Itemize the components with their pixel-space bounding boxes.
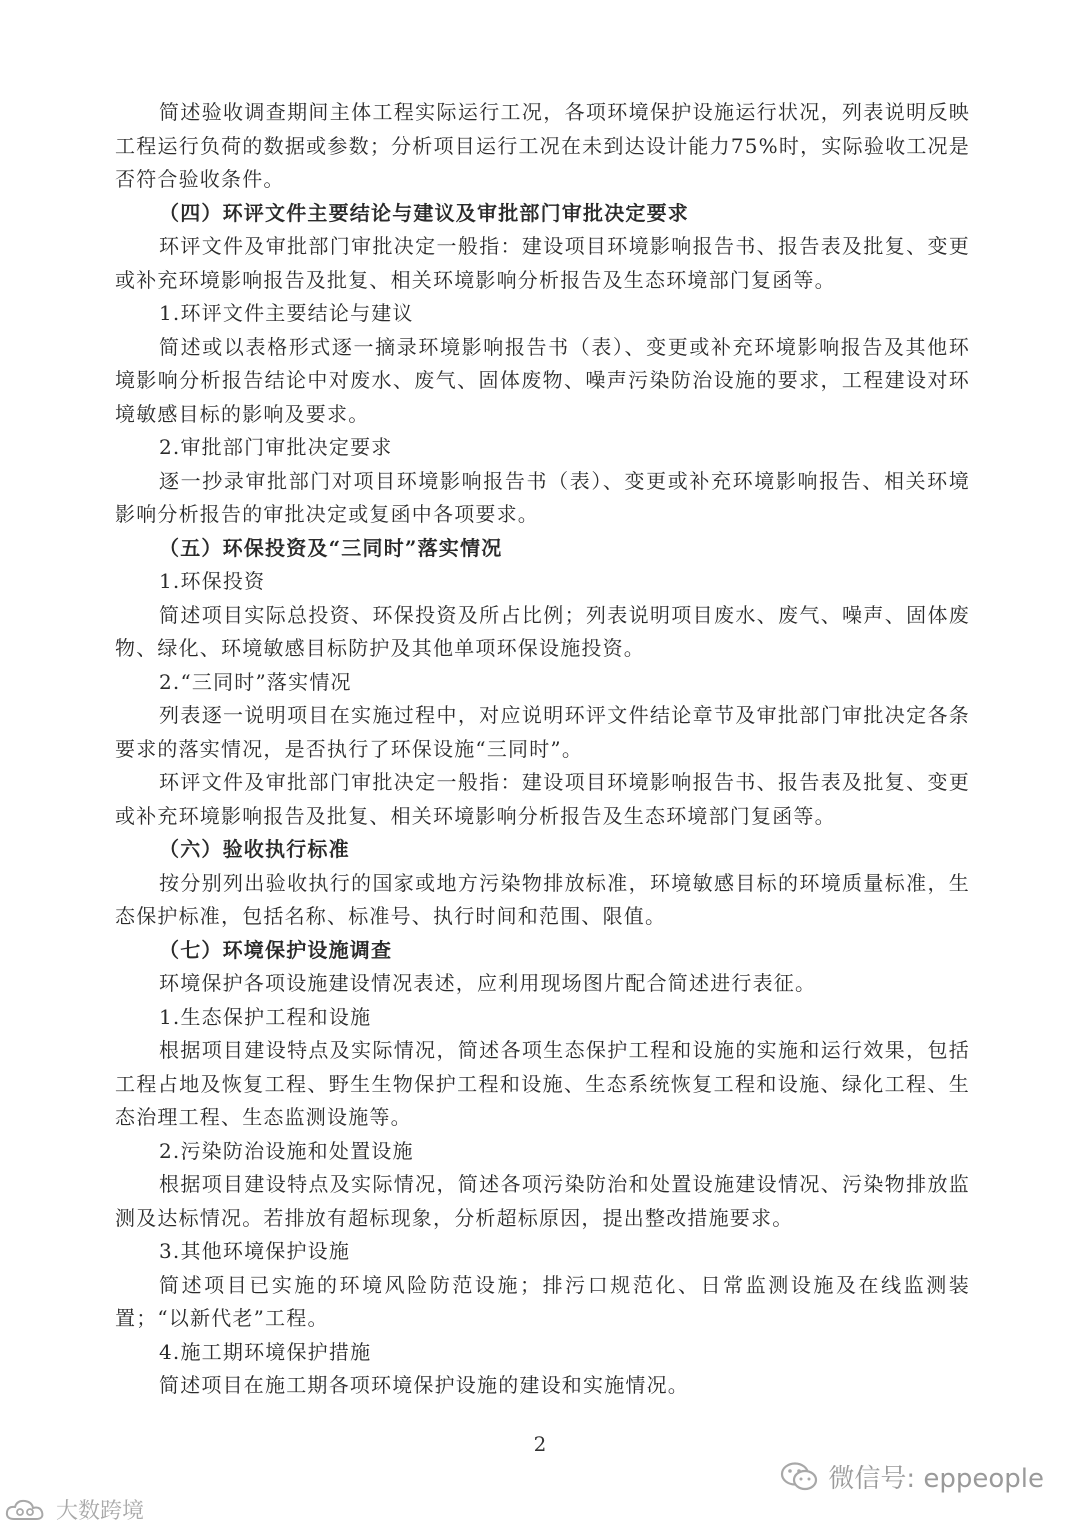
brand-watermark: [4, 1494, 144, 1525]
subsection-heading: 2.污染防治设施和处置设施: [159, 1138, 414, 1163]
section-heading: （四）环评文件主要结论与建议及审批部门审批决定要求: [159, 200, 689, 225]
body-paragraph: 按分别列出验收执行的国家或地方污染物排放标准，环境敏感目标的环境质量标准，生态保护标准，包括名称、标准号、执行时间和范围、限值。: [115, 870, 970, 928]
wechat-icon: [780, 1461, 818, 1493]
subsection-heading: 1.环保投资: [159, 569, 266, 593]
section-heading: （六）验收执行标准: [159, 837, 350, 861]
wechat-watermark-text: 微信号: eppeople: [828, 1464, 1044, 1494]
body-paragraph: 简述项目实际总投资、环保投资及所占比例；列表说明项目废水、废气、噪声、固体废物、绿化、环境敏感目标防护及其他单项环保设施投资。: [115, 602, 970, 660]
body-paragraph: 简述项目在施工期各项环境保护设施的建设和实施情况。: [159, 1373, 689, 1397]
document-body: [115, 96, 970, 1403]
body-paragraph: 简述验收调查期间主体工程实际运行工况，各项环境保护设施运行状况，列表说明反映工程运行负荷的数据或参数；分析项目运行工况在未到达设计能力75%时，实际验收工况是否符合验收条件。: [115, 100, 970, 191]
body-paragraph: 列表逐一说明项目在实施过程中，对应说明环评文件结论章节及审批部门审批决定各条要求的落实情况，是否执行了环保设施“三同时”。: [115, 703, 970, 761]
body-paragraph: 环境保护各项设施建设情况表述，应利用现场图片配合简述进行表征。: [159, 971, 817, 995]
subsection-heading: 4.施工期环境保护措施: [159, 1339, 372, 1364]
body-paragraph: 环评文件及审批部门审批决定一般指：建设项目环境影响报告书、报告表及批复、变更或补充环境影响报告及批复、相关环境影响分析报告及生态环境部门复函等。: [115, 770, 970, 828]
section-heading: （五）环保投资及“三同时”落实情况: [159, 535, 503, 560]
subsection-heading: 3.其他环境保护设施: [159, 1239, 351, 1263]
page-number: 2: [533, 1432, 547, 1456]
subsection-heading: 1.环评文件主要结论与建议: [159, 301, 414, 325]
brand-watermark-text: 大数跨境: [56, 1499, 145, 1524]
body-paragraph: 根据项目建设特点及实际情况，简述各项生态保护工程和设施的实施和运行效果，包括工程占地及恢复工程、野生生物保护工程和设施、生态系统恢复工程和设施、绿化工程、生态治理工程、生态监测设施等。: [115, 1038, 970, 1129]
body-paragraph: 简述项目已实施的环境风险防范设施；排污口规范化、日常监测设施及在线监测装置；“以新代老”工程。: [115, 1272, 970, 1330]
body-paragraph: 逐一抄录审批部门对项目环境影响报告书（表）、变更或补充环境影响报告、相关环境影响分析报告的审批决定或复函中各项要求。: [115, 468, 970, 526]
body-paragraph: 根据项目建设特点及实际情况，简述各项污染防治和处置设施建设情况、污染物排放监测及达标情况。若排放有超标现象，分析超标原因，提出整改措施要求。: [115, 1172, 970, 1230]
section-heading: （七）环境保护设施调查: [159, 937, 393, 962]
subsection-heading: 2.审批部门审批决定要求: [159, 435, 393, 459]
wechat-watermark: [780, 1458, 1044, 1495]
body-paragraph: 环评文件及审批部门审批决定一般指：建设项目环境影响报告书、报告表及批复、变更或补充环境影响报告及批复、相关环境影响分析报告及生态环境部门复函等。: [115, 234, 970, 292]
subsection-heading: 1.生态保护工程和设施: [159, 1004, 372, 1029]
body-paragraph: 简述或以表格形式逐一摘录环境影响报告书（表）、变更或补充环境影响报告及其他环境影响分析报告结论中对废水、废气、固体废物、噪声污染防治设施的要求，工程建设对环境敏感目标的影响及要求。: [115, 334, 970, 426]
cloud-logo-icon: [4, 1497, 50, 1523]
subsection-heading: 2.“三同时”落实情况: [159, 669, 352, 694]
